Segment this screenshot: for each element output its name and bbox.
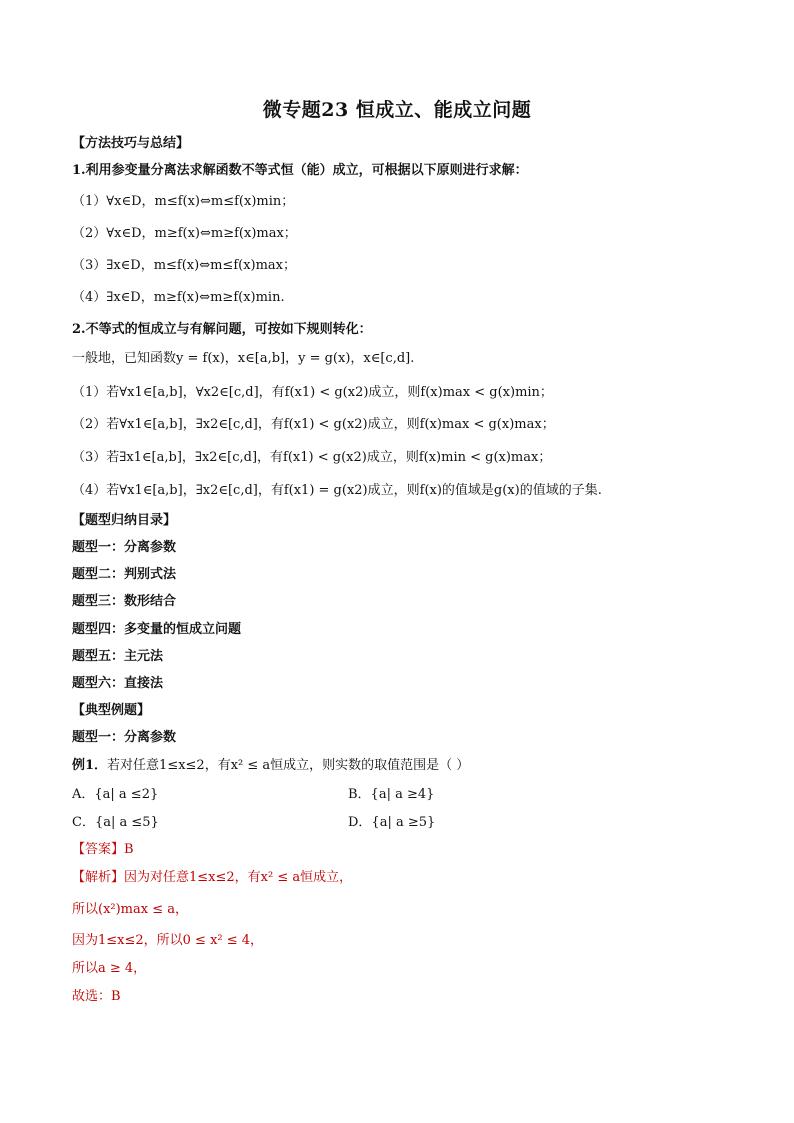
catalog-header: 【题型归纳目录】 xyxy=(72,513,177,528)
principle-2-item: （1）若∀x1∈[a,b]，∀x2∈[c,d]，有f(x1) < g(x2)成立，则f(x)max < g(x)min； xyxy=(72,385,553,400)
principle-1-item: （3）∃x∈D，m≤f(x)⇔m≤f(x)max； xyxy=(72,258,297,273)
catalog-item: 题型一：分离参数 xyxy=(72,540,177,555)
principle-2-heading: 2.不等式的恒成立与有解问题，可按如下规则转化： xyxy=(72,322,372,337)
principle-1-item: （2）∀x∈D，m≥f(x)⇔m≥f(x)max； xyxy=(72,226,297,241)
analysis-label: 【解析】 xyxy=(72,870,125,885)
principle-1-heading: 1.利用参变量分离法求解函数不等式恒（能）成立，可根据以下原则进行求解： xyxy=(72,163,528,178)
catalog-item: 题型二：判别式法 xyxy=(72,567,177,582)
principle-1-item: （1）∀x∈D，m≤f(x)⇔m≤f(x)min； xyxy=(72,194,295,209)
principle-2-item: （2）若∀x1∈[a,b]，∃x2∈[c,d]，有f(x1) < g(x2)成立，则f(x)max < g(x)max； xyxy=(72,417,555,432)
answer-line: 【答案】B xyxy=(72,842,134,857)
examples-header: 【典型例题】 xyxy=(72,703,151,718)
example-1-stem xyxy=(72,757,469,775)
example-1-label: 例1． xyxy=(72,758,108,773)
catalog-item: 题型六：直接法 xyxy=(72,676,164,691)
catalog-item: 题型三：数形结合 xyxy=(72,594,177,609)
principle-2-intro: 一般地，已知函数y = f(x)，x∈[a,b]，y = g(x)，x∈[c,d]. xyxy=(72,351,415,366)
principle-2-item: （3）若∃x1∈[a,b]，∃x2∈[c,d]，有f(x1) < g(x2)成立，则f(x)min < g(x)max； xyxy=(72,450,552,465)
analysis-line: 故选：B xyxy=(72,989,121,1004)
catalog-item: 题型五：主元法 xyxy=(72,649,164,664)
option-a: A．{a| a ≤2} xyxy=(72,787,159,802)
analysis-line: 因为1≤x≤2，所以0 ≤ x² ≤ 4， xyxy=(72,933,264,948)
methods-header: 【方法技巧与总结】 xyxy=(72,136,190,151)
analysis-line-1 xyxy=(72,869,352,887)
analysis-line: 所以(x²)max ≤ a， xyxy=(72,902,189,917)
page-title: 微专题23 恒成立、能成立问题 xyxy=(262,99,532,121)
catalog-item: 题型四：多变量的恒成立问题 xyxy=(72,622,242,637)
principle-1-item: （4）∃x∈D，m≥f(x)⇔m≥f(x)min. xyxy=(72,290,285,305)
example-1-question: 若对任意1≤x≤2，有x² ≤ a恒成立，则实数的取值范围是（ ） xyxy=(107,758,470,773)
option-d: D．{a| a ≥5} xyxy=(348,815,436,830)
type1-label: 题型一：分离参数 xyxy=(72,730,177,745)
option-c: C．{a| a ≤5} xyxy=(72,815,159,830)
option-b: B．{a| a ≥4} xyxy=(348,787,435,802)
analysis-text: 因为对任意1≤x≤2，有x² ≤ a恒成立， xyxy=(124,870,353,885)
principle-2-item: （4）若∀x1∈[a,b]，∃x2∈[c,d]，有f(x1) = g(x2)成立，则f(x)的值域是g(x)的值域的子集. xyxy=(72,483,602,498)
analysis-line: 所以a ≥ 4， xyxy=(72,961,147,976)
